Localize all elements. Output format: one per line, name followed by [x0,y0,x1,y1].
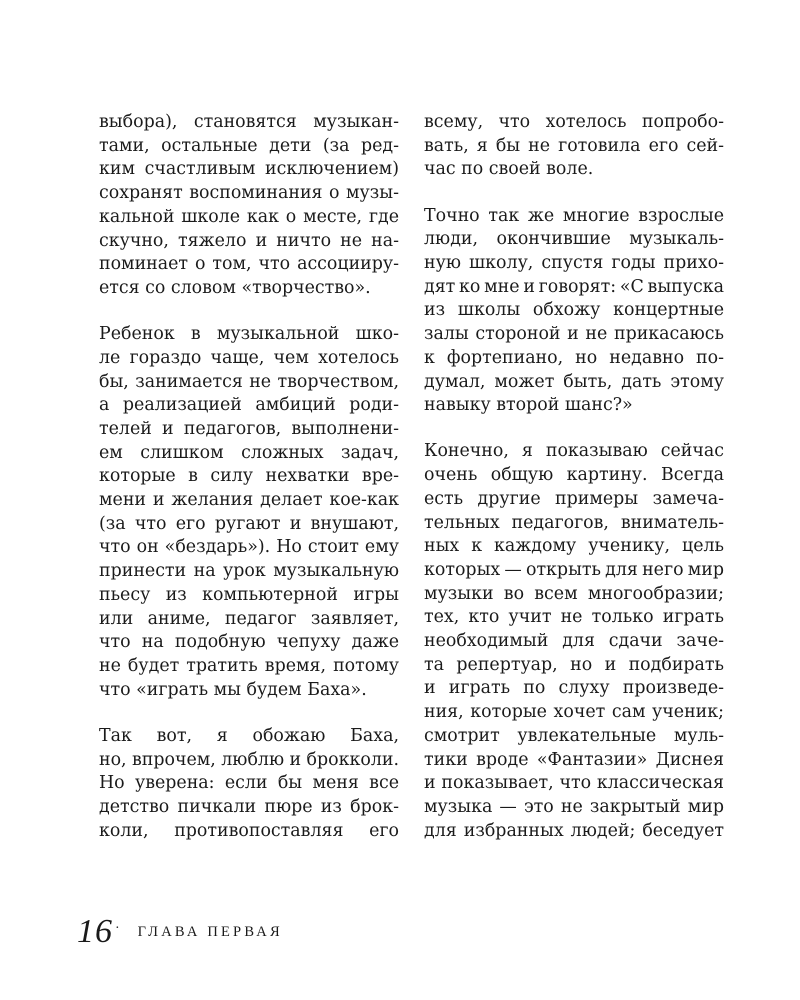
text-line: для избранных людей; беседует [424,820,724,841]
text-line: не будет тратить время, потому [99,655,399,676]
text-line: что он «бездарь»). Но стоит ему [99,537,399,558]
text-line: пьесу из компьютерной игры [99,584,399,605]
text-line: Точно так же многие взрослые [424,205,724,226]
text-line: детство пичкали пюре из брок- [99,796,399,817]
text-line: люди, окончившие музыкаль- [424,229,724,250]
text-line: тами, остальные дети (за ред- [99,135,399,156]
text-line: ную школу, спустя годы прихо- [424,253,724,274]
text-line: ния, которые хочет сам ученик; [424,702,724,723]
text-line: ле гораздо чаще, чем хотелось [99,347,399,368]
text-line: и показывает, что классическая [424,773,724,794]
text-line: а реализацией амбиций роди- [99,395,399,416]
text-line: выбора), становятся музыкан- [99,112,399,132]
text-line: необходимый для сдачи заче- [424,631,724,652]
text-line: тельных педагогов, вниматель- [424,512,724,533]
text-line: вать, я бы не готовила его сей- [424,135,724,156]
text-line: есть другие примеры замеча- [424,488,724,509]
text-line: Так вот, я обожаю Баха, [99,725,399,746]
text-line: всему, что хотелось попробо- [424,112,724,132]
text-line: бы, занимается не творчеством, [99,371,399,392]
text-line: что «играть мы будем Баха». [99,679,367,700]
paragraph [424,111,724,182]
text-line: смотрит увлекательные муль- [424,725,724,746]
text-line: Конечно, я показываю сейчас [424,441,724,462]
text-line: принести на урок музыкальную [99,561,399,582]
text-line: и играть по слуху произведе- [424,678,724,699]
text-line: думал, может быть, дать этому [424,371,724,392]
text-line: час по своей воле. [424,159,594,180]
text-line: ем слишком сложных задач, [99,442,399,463]
text-line: музыки во всем многообразии; [424,583,724,604]
text-line: дят ко мне и говорят: «С выпуска [424,276,724,297]
paragraph [424,440,724,843]
text-line: скучно, тяжело и ничто не на- [99,230,399,251]
text-line: что на подобную чепуху даже [99,632,399,653]
text-line: кальной школе как о месте, где [99,206,399,227]
paragraph [424,205,724,418]
text-line: к фортепиано, но недавно по- [424,347,724,368]
text-line: навыку второй шанс?» [424,395,633,416]
text-line: тики вроде «Фантазии» Диснея [424,749,724,770]
text-line: (за что его ругают и внушают, [99,513,399,534]
text-line: телей и педагогов, выполнени- [99,418,399,439]
text-line: которые в силу нехватки вре- [99,466,399,487]
text-line: или аниме, педагог заявляет, [99,608,399,629]
text-line: ных к каждому ученику, цель [424,536,724,557]
text-line: музыка — это не закрытый мир [424,796,724,817]
text-line: очень общую картину. Всегда [424,465,724,486]
text-line: Ребенок в музыкальной шко- [99,324,399,345]
paragraph [99,725,399,844]
page-footer [77,915,283,949]
page-number: 16 [77,913,113,950]
text-line: тех, кто учит не только играть [424,607,724,628]
text-line: но, впрочем, люблю и брокколи. [99,749,399,770]
right-column [424,111,724,866]
left-column [99,111,399,866]
text-line: сохранят воспоминания о музы- [99,183,399,204]
folio-dot-ornament: · [115,921,120,936]
chapter-title: ГЛАВА ПЕРВАЯ [137,924,283,940]
text-line: мени и желания делает кое-как [99,490,399,511]
text-line: из школы обхожу концертные [424,300,724,321]
text-line: Но уверена: если бы меня все [99,773,399,794]
paragraph [99,323,399,702]
text-line: поминает о том, что ассоцииру- [99,254,399,275]
text-line: залы стороной и не прикасаюсь [424,324,724,345]
text-line: которых — открыть для него мир [424,559,724,580]
text-line: ется со словом «творчество». [99,277,371,298]
text-line: та репертуар, но и подбирать [424,654,724,675]
text-line: коли, противопоставляя его [99,820,399,841]
paragraph [99,111,399,301]
text-line: ким счастливым исключением) [99,159,399,180]
